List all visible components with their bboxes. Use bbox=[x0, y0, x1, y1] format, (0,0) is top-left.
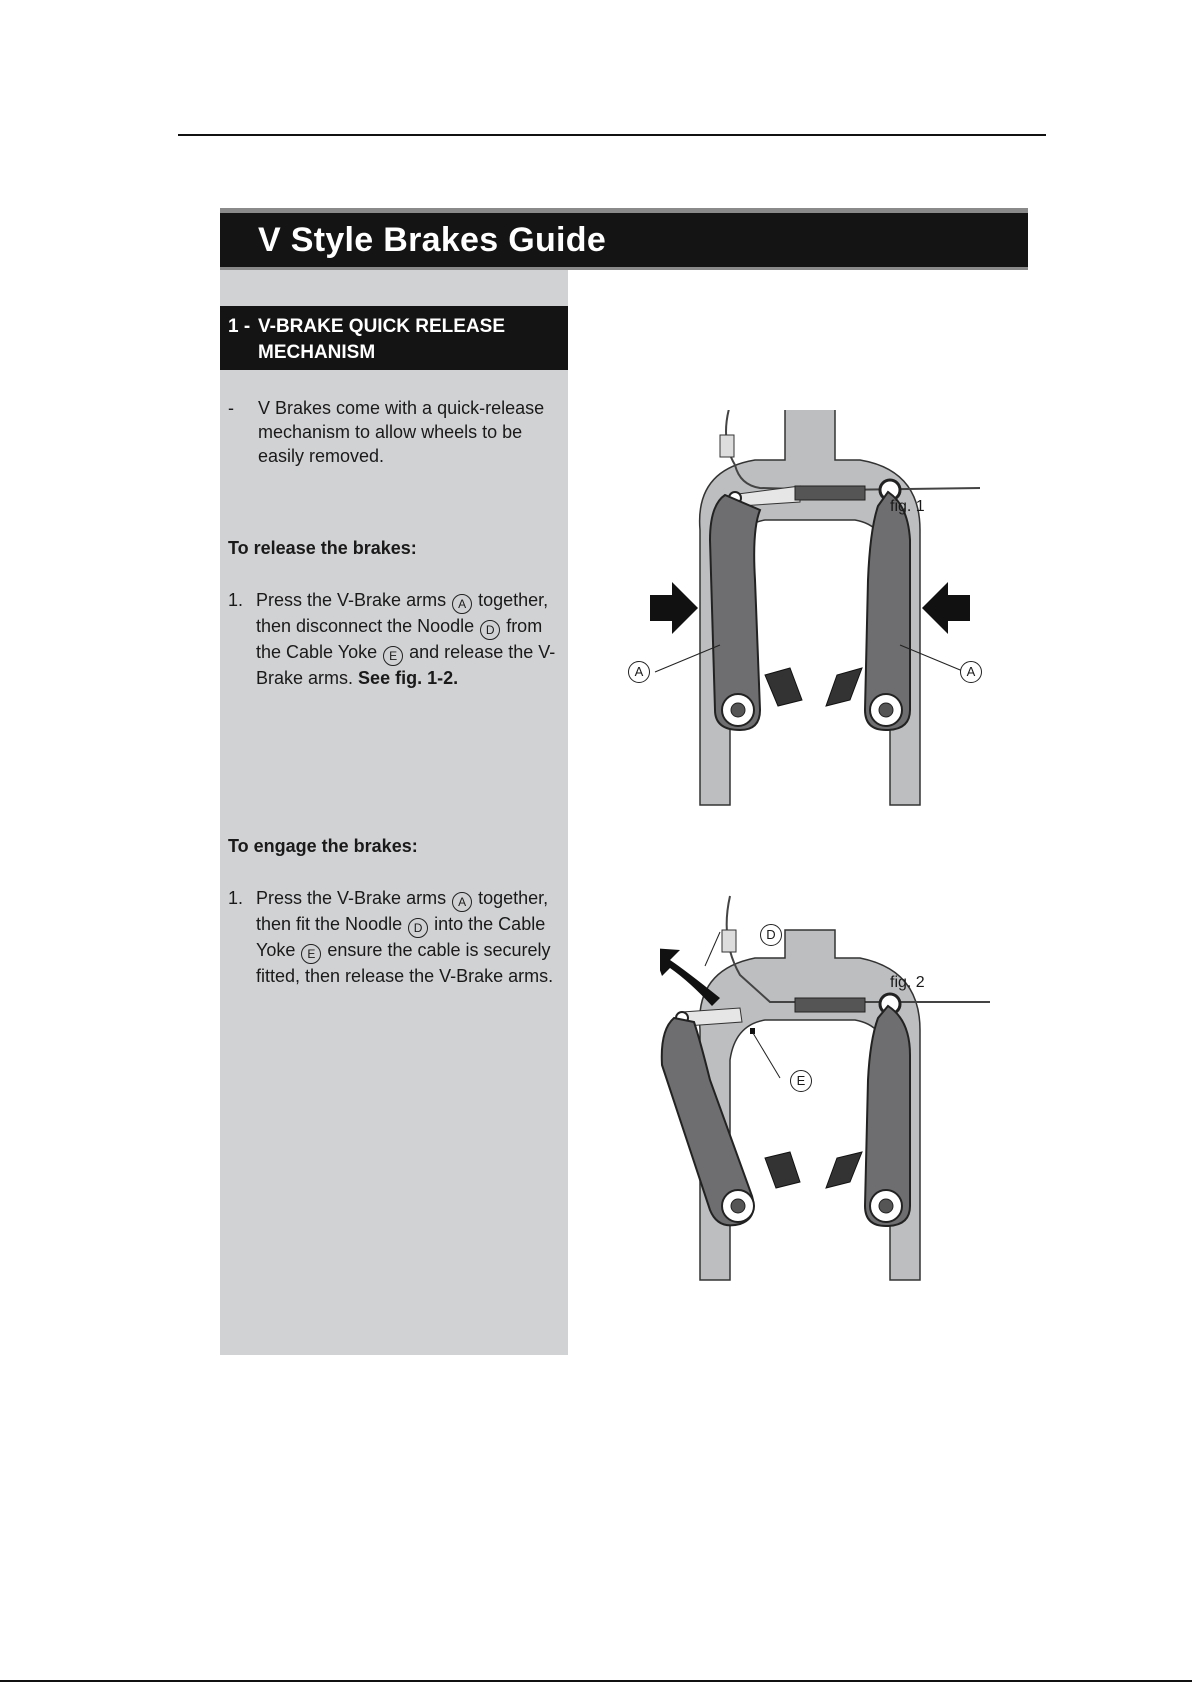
engage-text-4: ensure the cable is securely fitted, then release the V-Brake arms. bbox=[256, 940, 554, 986]
section-title-line2: MECHANISM bbox=[258, 342, 376, 363]
engage-step bbox=[228, 886, 568, 988]
header-rule bbox=[178, 134, 1046, 136]
callout-d-icon: D bbox=[480, 620, 500, 640]
release-text-3: from the Cable Yoke bbox=[256, 616, 543, 662]
section-title-line1: V-BRAKE QUICK RELEASE bbox=[258, 316, 506, 337]
engage-text-1: Press the V-Brake arms bbox=[256, 888, 447, 908]
v-brake-illustration-released bbox=[660, 890, 1000, 1290]
page-title: V Style Brakes Guide bbox=[258, 221, 607, 259]
footer-rule bbox=[0, 1680, 1192, 1682]
intro-text: V Brakes come with a quick-release mechanism to allow wheels to be easily removed. bbox=[258, 398, 545, 466]
callout-a-icon: A bbox=[452, 594, 472, 614]
figure-2-label: fig. 2 bbox=[890, 974, 925, 991]
callout-d-icon: D bbox=[760, 924, 782, 946]
callout-e-icon: E bbox=[301, 944, 321, 964]
figure-1-label: fig. 1 bbox=[890, 498, 925, 515]
v-brake-illustration-closed bbox=[640, 410, 1000, 810]
engage-step-number: 1. bbox=[228, 888, 244, 908]
figure-1 bbox=[634, 410, 1000, 810]
intro-paragraph bbox=[228, 396, 568, 468]
callout-a-icon: A bbox=[452, 892, 472, 912]
engage-text-3: into the Cable Yoke bbox=[256, 914, 546, 960]
engage-heading: To engage the brakes: bbox=[228, 836, 418, 856]
intro-bullet: - bbox=[228, 398, 234, 418]
engage-text-2: together, then fit the Noodle bbox=[256, 888, 549, 934]
callout-a-left-icon: A bbox=[628, 661, 650, 683]
title-bar bbox=[220, 208, 1028, 270]
section-heading bbox=[220, 306, 568, 370]
see-figure-reference: See fig. 1-2. bbox=[358, 668, 459, 688]
release-step-number: 1. bbox=[228, 590, 244, 610]
release-heading: To release the brakes: bbox=[228, 538, 417, 558]
release-text-1: Press the V-Brake arms bbox=[256, 590, 447, 610]
figure-2 bbox=[660, 890, 1000, 1290]
callout-a-right-icon: A bbox=[960, 661, 982, 683]
section-number: 1 - bbox=[228, 316, 251, 337]
release-text-2: together, then disconnect the Noodle bbox=[256, 590, 549, 636]
instructions-panel bbox=[220, 270, 568, 1355]
release-text-4: and release the V-Brake arms. bbox=[256, 642, 556, 688]
callout-d-icon: D bbox=[408, 918, 428, 938]
callout-e-icon: E bbox=[383, 646, 403, 666]
release-step bbox=[228, 588, 568, 690]
callout-e-icon: E bbox=[790, 1070, 812, 1092]
